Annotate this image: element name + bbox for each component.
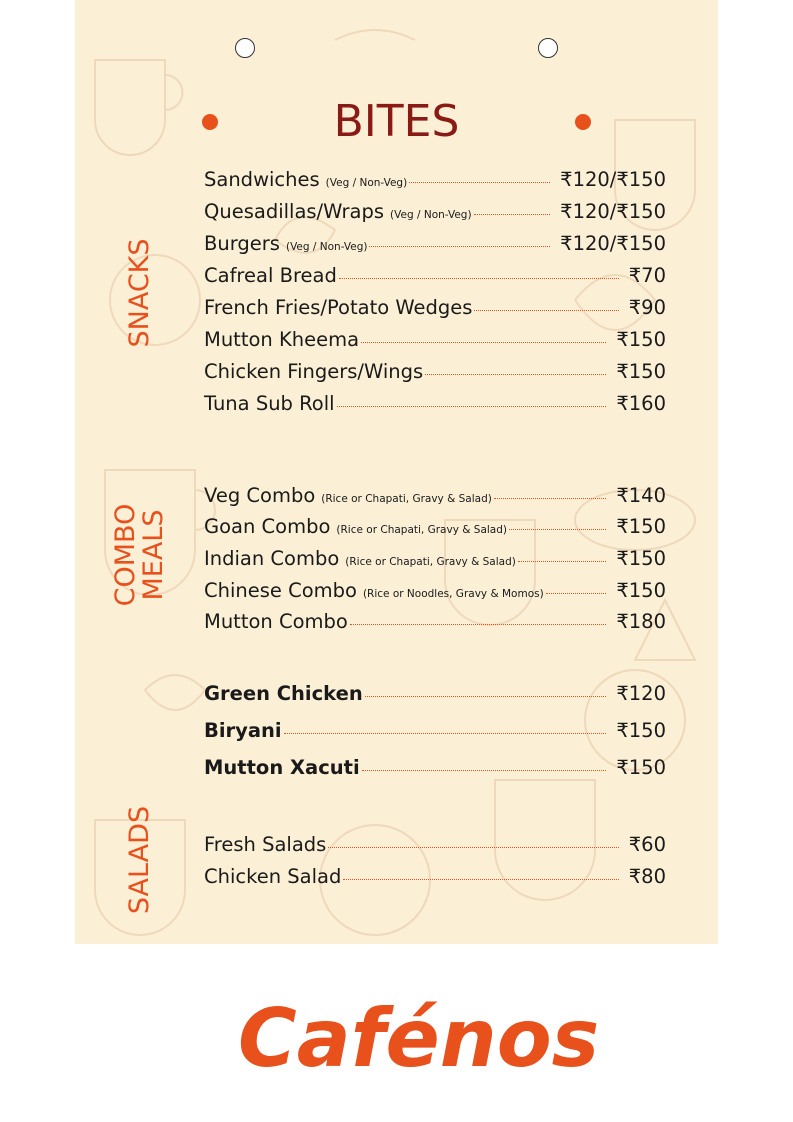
dotted-leader [362, 770, 607, 771]
menu-item [204, 168, 666, 194]
item-price: ₹180 [616, 610, 666, 633]
item-name: Indian Combo [204, 547, 340, 570]
item-name: Sandwiches [204, 168, 320, 191]
item-note: (Veg / Non-Veg) [390, 209, 472, 221]
menu-item [204, 232, 666, 258]
dotted-leader [518, 561, 607, 562]
item-note: (Veg / Non-Veg) [325, 177, 408, 189]
item-note: (Veg / Non-Veg) [285, 241, 368, 253]
menu-item [204, 264, 666, 290]
item-price: ₹120/₹150 [560, 232, 666, 255]
item-name: Chicken Fingers/Wings [204, 360, 424, 383]
dotted-leader [369, 246, 550, 247]
page-title: BITES [333, 96, 460, 147]
dotted-leader [337, 406, 607, 407]
item-name: Mutton Kheema [204, 328, 360, 351]
menu-item [204, 547, 666, 573]
menu-item [204, 360, 666, 386]
dotted-leader [361, 342, 606, 343]
item-price: ₹150 [616, 515, 666, 538]
section-label-snacks: SNACKS [124, 238, 155, 348]
dotted-leader [474, 310, 618, 311]
menu-item [204, 682, 666, 708]
item-name: Mutton Xacuti [204, 756, 360, 779]
dotted-leader [339, 278, 619, 279]
item-price: ₹150 [616, 547, 666, 570]
item-name: Chinese Combo [204, 579, 357, 602]
menu-item [204, 200, 666, 226]
item-note: (Rice or Noodles, Gravy & Momos) [362, 588, 544, 600]
item-price: ₹70 [628, 264, 666, 287]
item-note: (Rice or Chapati, Gravy & Salad) [336, 524, 507, 536]
section-label-combo-meals [112, 475, 168, 635]
cafenos-logo [230, 980, 600, 1090]
item-price: ₹80 [628, 865, 666, 888]
menu-item [204, 392, 666, 418]
item-name: Biryani [204, 719, 282, 742]
item-price: ₹150 [616, 756, 666, 779]
dotted-leader [343, 879, 618, 880]
dotted-leader [284, 733, 607, 734]
menu-item [204, 579, 666, 605]
item-name: Tuna Sub Roll [204, 392, 335, 415]
menu-panel [75, 0, 718, 944]
punch-hole-left [235, 38, 255, 58]
dotted-leader [328, 847, 618, 848]
punch-hole-right [538, 38, 558, 58]
item-price: ₹150 [616, 579, 666, 602]
item-name: Quesadillas/Wraps [204, 200, 385, 223]
item-price: ₹90 [628, 296, 666, 319]
item-name: Chicken Salad [204, 865, 342, 888]
logo-text: Cafénos [238, 992, 600, 1085]
item-price: ₹140 [616, 484, 666, 507]
menu-item [204, 833, 666, 859]
item-price: ₹120 [616, 682, 666, 705]
item-price: ₹120/₹150 [560, 200, 666, 223]
dotted-leader [425, 374, 606, 375]
item-price: ₹160 [616, 392, 666, 415]
item-name: Burgers [204, 232, 280, 255]
dotted-leader [546, 593, 607, 594]
item-name: Green Chicken [204, 682, 363, 705]
item-price: ₹60 [628, 833, 666, 856]
dotted-leader [350, 624, 607, 625]
dotted-leader [494, 498, 607, 499]
combo-label-line2: MEALS [138, 509, 169, 601]
item-name: French Fries/Potato Wedges [204, 296, 473, 319]
menu-item [204, 719, 666, 745]
item-name: Mutton Combo [204, 610, 348, 633]
menu-item [204, 296, 666, 322]
menu-item [204, 610, 666, 636]
section-label-salads: SALADS [124, 805, 155, 915]
item-name: Cafreal Bread [204, 264, 337, 287]
item-price: ₹150 [616, 360, 666, 383]
menu-item [204, 756, 666, 782]
dotted-leader [365, 696, 607, 697]
item-note: (Rice or Chapati, Gravy & Salad) [321, 493, 492, 505]
menu-item [204, 515, 666, 541]
combo-label-line1: COMBO [110, 503, 141, 607]
item-name: Fresh Salads [204, 833, 327, 856]
item-price: ₹150 [616, 719, 666, 742]
dotted-leader [409, 182, 550, 183]
dotted-leader [509, 529, 606, 530]
item-note: (Rice or Chapati, Gravy & Salad) [345, 556, 516, 568]
dotted-leader [474, 214, 551, 215]
menu-item [204, 328, 666, 354]
item-name: Veg Combo [204, 484, 316, 507]
menu-item [204, 865, 666, 891]
item-price: ₹150 [616, 328, 666, 351]
item-price: ₹120/₹150 [560, 168, 666, 191]
item-name: Goan Combo [204, 515, 331, 538]
menu-item [204, 484, 666, 510]
